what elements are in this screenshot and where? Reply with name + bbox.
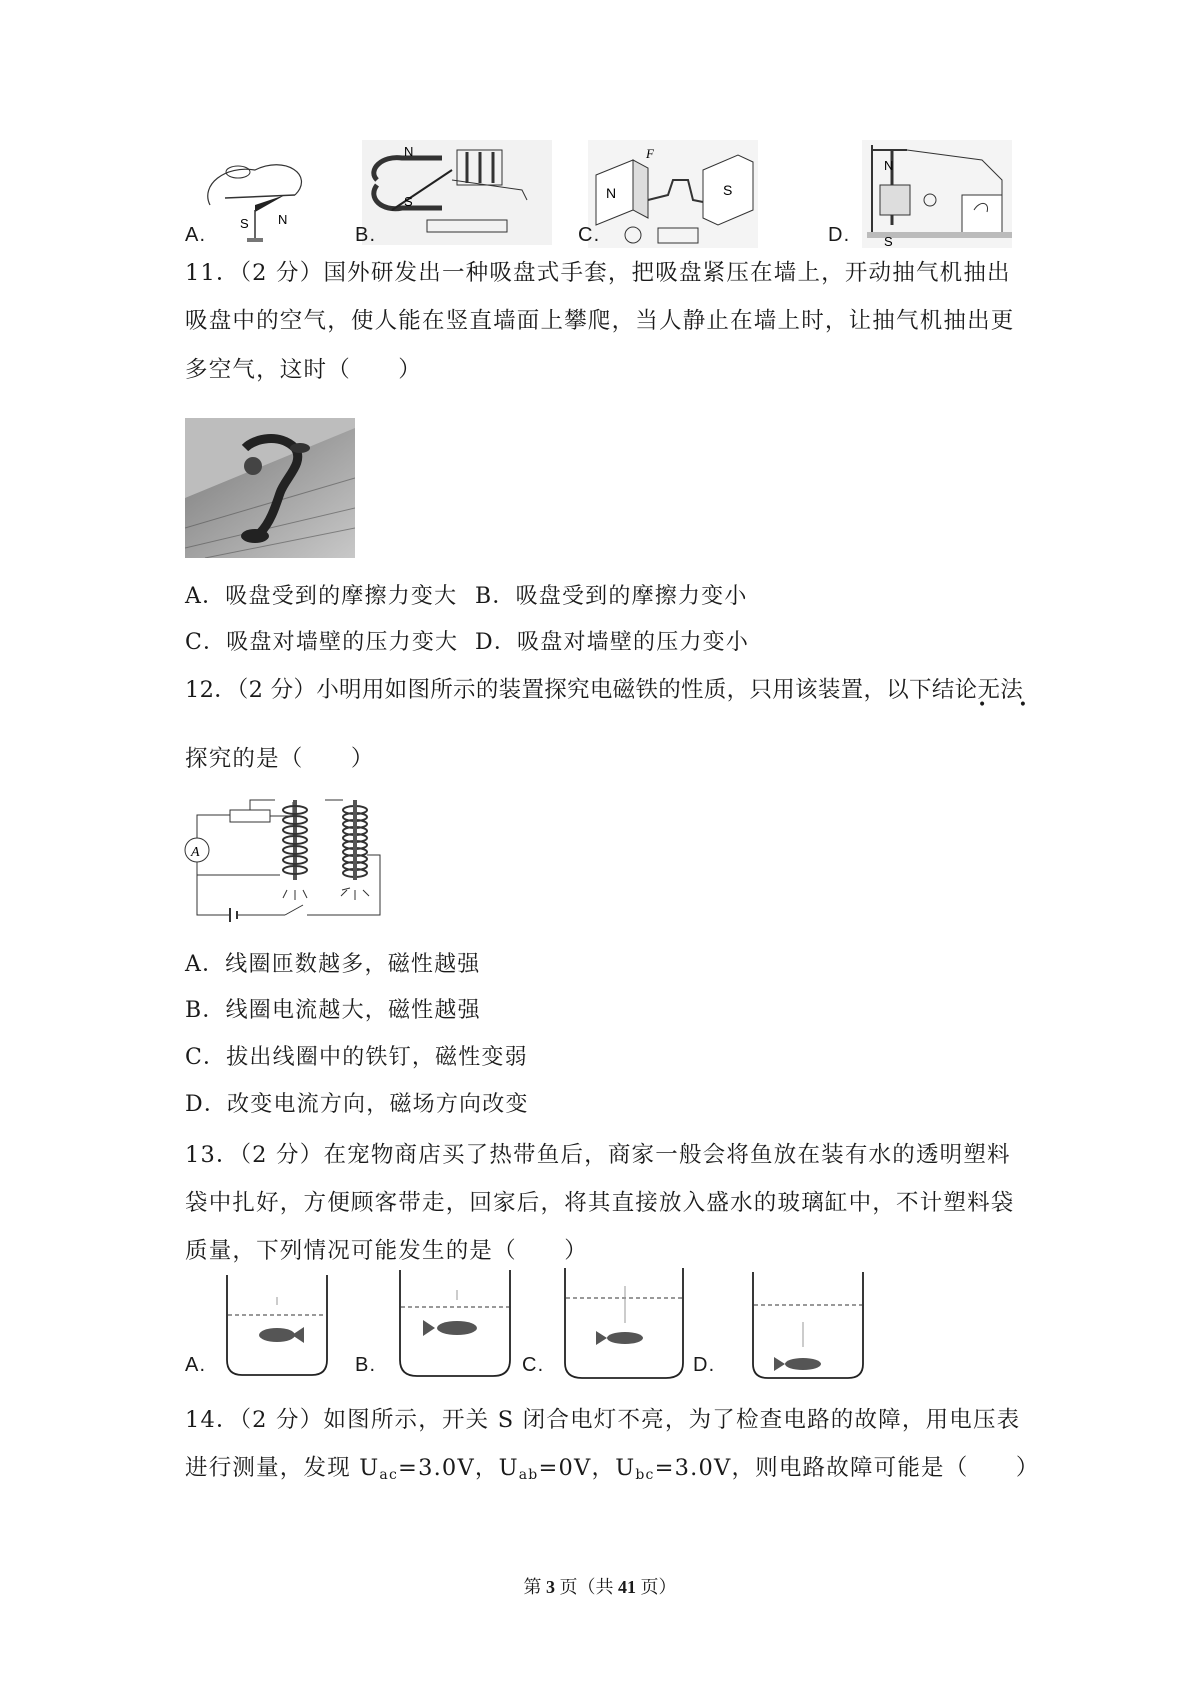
q12-stem-line2: 探究的是（ ）: [185, 746, 375, 772]
q14-text-ab: =0V，U: [538, 1455, 636, 1481]
q13-option-a[interactable]: A.: [185, 1354, 207, 1376]
footer-mid: 页（共: [555, 1577, 618, 1597]
q13-tank-d: [748, 1272, 868, 1382]
footer-total-pages: 41: [618, 1577, 636, 1597]
q10-figure-b: [362, 140, 552, 245]
fig-a-s: S: [240, 216, 249, 231]
q10-option-c[interactable]: C.: [578, 224, 601, 246]
fig-d-n: N: [884, 158, 894, 173]
fig-b-s: S: [404, 194, 413, 209]
q12-option-c[interactable]: C．拔出线圈中的铁钉，磁性变弱: [185, 1045, 528, 1070]
fig-c-n: N: [606, 185, 617, 201]
q12-option-d[interactable]: D．改变电流方向，磁场方向改变: [185, 1092, 529, 1117]
footer-pre: 第: [523, 1577, 546, 1597]
fig-a-n: N: [278, 212, 288, 227]
fig-d-s: S: [884, 234, 893, 248]
q11-option-b[interactable]: B．吸盘受到的摩擦力变小: [475, 584, 748, 609]
q13-stem-line3: 质量，下列情况可能发生的是（ ）: [185, 1238, 588, 1264]
q12-option-b[interactable]: B．线圈电流越大，磁性越强: [185, 998, 481, 1023]
fig-c-s: S: [723, 182, 733, 198]
q11-option-d[interactable]: D．吸盘对墙壁的压力变小: [475, 630, 750, 655]
q10-figure-c: [588, 140, 758, 248]
q13-option-c[interactable]: C.: [522, 1354, 545, 1376]
page-footer: [0, 1573, 1200, 1599]
ammeter-label: A: [191, 845, 200, 860]
q13-option-b[interactable]: B.: [355, 1354, 377, 1376]
q13-stem-line2: 袋中扎好，方便顾客带走，回家后，将其直接放入盛水的玻璃缸中，不计塑料袋: [185, 1190, 1015, 1216]
q11-stem-line2: 吸盘中的空气，使人能在竖直墙面上攀爬，当人静止在墙上时，让抽气机抽出更: [185, 308, 1015, 334]
footer-page-number: 3: [546, 1577, 555, 1597]
q11-stem-line3: 多空气，这时（ ）: [185, 357, 423, 383]
q13-stem-line1: 13．（2 分）在宠物商店买了热带鱼后，商家一般会将鱼放在装有水的透明塑料: [185, 1142, 1011, 1168]
q13-tank-c: [560, 1268, 688, 1383]
footer-post: 页）: [636, 1577, 677, 1597]
q11-option-c[interactable]: C．吸盘对墙壁的压力变大: [185, 630, 459, 655]
q12-option-a[interactable]: A．线圈匝数越多，磁性越强: [185, 952, 481, 977]
q13-tank-a: [222, 1275, 332, 1380]
fig-b-n: N: [404, 144, 414, 159]
q11-wall-climber-photo: [185, 418, 355, 558]
q14-sub-ab: ab: [518, 1467, 539, 1483]
q14-text-ac: =3.0V，U: [398, 1455, 519, 1481]
q13-tank-b: [395, 1270, 515, 1382]
q12-stem-line1: [185, 675, 1023, 705]
q14-sub-bc: bc: [635, 1467, 655, 1483]
q14-stem-line2: [185, 1453, 1040, 1490]
q10-figure-a: [200, 150, 320, 250]
q10-option-a[interactable]: A.: [185, 224, 207, 246]
q10-option-b[interactable]: B.: [355, 224, 377, 246]
q14-text-bc: =3.0V，则电路故障可能是（ ）: [654, 1455, 1040, 1481]
q12-emphasis: 无法: [977, 677, 1024, 703]
q12-stem-text: 12．（2 分）小明用如图所示的装置探究电磁铁的性质，只用该装置，以下结论: [185, 677, 978, 703]
q10-option-d[interactable]: D.: [828, 224, 851, 246]
q12-electromagnet-circuit: [175, 790, 385, 925]
q14-stem-line1: 14．（2 分）如图所示，开关 S 闭合电灯不亮，为了检查电路的故障，用电压表: [185, 1407, 1021, 1433]
q14-sub-ac: ac: [379, 1467, 399, 1483]
q10-figure-d: [862, 140, 1012, 248]
q11-option-a[interactable]: A．吸盘受到的摩擦力变大: [185, 584, 458, 609]
q14-text-pre: 进行测量，发现 U: [185, 1455, 380, 1481]
q13-option-d[interactable]: D.: [693, 1354, 716, 1376]
q11-stem-line1: 11．（2 分）国外研发出一种吸盘式手套，把吸盘紧压在墙上，开动抽气机抽出: [185, 260, 1011, 286]
fig-c-f: F: [646, 146, 654, 161]
q12-emphasis-dots: • •: [978, 697, 1041, 713]
